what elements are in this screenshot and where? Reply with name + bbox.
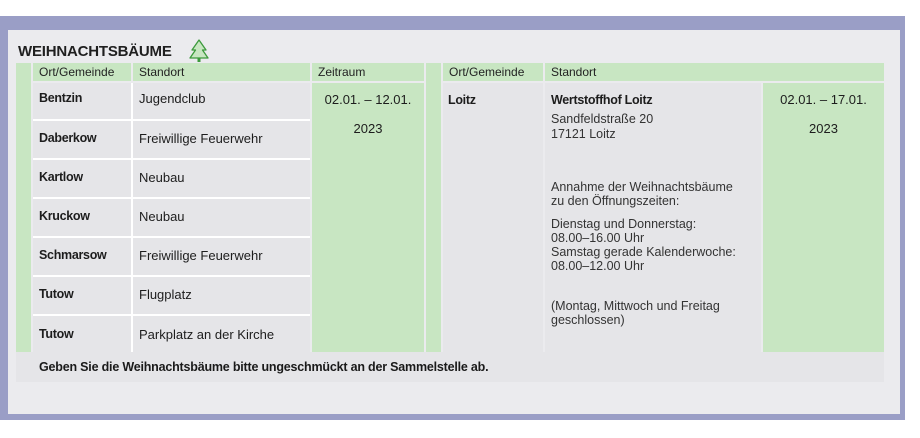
tree-icon <box>188 39 210 63</box>
info-line: geschlossen) <box>551 313 625 327</box>
row-divider <box>33 197 310 199</box>
info-line: zu den Öffnungszeiten: <box>551 194 680 208</box>
info-line: Dienstag und Donnerstag: <box>551 217 697 231</box>
place-loitz: Loitz <box>448 93 476 107</box>
place-daberkow: Daberkow <box>39 131 97 145</box>
header-right-place: Ort/Gemeinde <box>443 63 543 81</box>
collection-card <box>8 30 900 414</box>
row-divider <box>33 275 310 277</box>
header-left-period: Zeitraum <box>312 63 424 81</box>
location-bentzin: Jugendclub <box>139 91 206 106</box>
location-schmarsow: Freiwillige Feuerwehr <box>139 248 263 263</box>
info-line: (Montag, Mittwoch und Freitag <box>551 299 720 313</box>
info-line: Annahme der Weihnachtsbäume <box>551 180 733 194</box>
place-kruckow: Kruckow <box>39 209 90 223</box>
place-schmarsow: Schmarsow <box>39 248 107 262</box>
place-tutow: Tutow <box>39 287 74 301</box>
section-title: WEIHNACHTSBÄUME <box>18 42 172 60</box>
row-divider <box>33 236 310 238</box>
row-divider <box>33 158 310 160</box>
place-bentzin: Bentzin <box>39 91 83 105</box>
row-divider <box>33 119 310 121</box>
right-period-year: 2023 <box>809 121 838 136</box>
location-kruckow: Neubau <box>139 209 185 224</box>
location-street: Sandfeldstraße 20 <box>551 112 654 126</box>
left-period-dates: 02.01. – 12.01. <box>324 92 412 107</box>
row-divider <box>33 314 310 316</box>
place-kartlow: Kartlow <box>39 170 83 184</box>
header-left-location: Standort <box>133 63 310 81</box>
info-line: 08.00–16.00 Uhr <box>551 231 645 245</box>
left-period-year: 2023 <box>353 121 383 136</box>
location-name-loitz: Wertstoffhof Loitz <box>551 93 653 107</box>
left-col-divider <box>131 83 133 352</box>
left-stripe <box>16 63 31 352</box>
page-frame <box>0 16 905 420</box>
info-line: Samstag gerade Kalenderwoche: <box>551 245 736 259</box>
middle-divider <box>426 63 441 352</box>
right-period-dates: 02.01. – 17.01. <box>780 92 867 107</box>
info-line: 08.00–12.00 Uhr <box>551 259 645 273</box>
title-row <box>18 38 210 64</box>
location-tutow-kirche: Parkplatz an der Kirche <box>139 327 275 342</box>
header-left-place: Ort/Gemeinde <box>33 63 131 81</box>
location-daberkow: Freiwillige Feuerwehr <box>139 131 263 146</box>
place-tutow: Tutow <box>39 327 74 341</box>
location-tutow-flugplatz: Flugplatz <box>139 287 192 302</box>
footer-note: Geben Sie die Weihnachtsbäume bitte ungeschmückt an der Sammelstelle ab. <box>16 352 884 382</box>
right-place-cell <box>443 83 543 352</box>
location-city: 17121 Loitz <box>551 127 616 141</box>
header-right-location: Standort <box>545 63 884 81</box>
location-kartlow: Neubau <box>139 170 185 185</box>
